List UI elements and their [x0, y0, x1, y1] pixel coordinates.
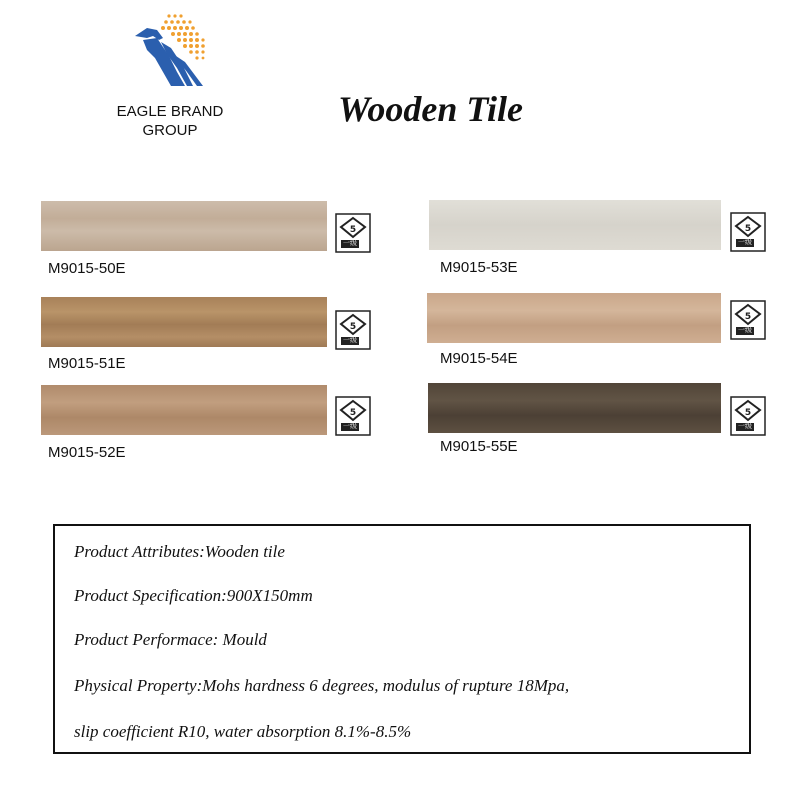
tile-code: M9015-52E: [48, 444, 126, 461]
brand-logo: [105, 10, 235, 140]
svg-text:5: 5: [349, 225, 357, 235]
tile-code: M9015-51E: [48, 355, 126, 372]
brand-name-line2: GROUP: [142, 122, 198, 139]
spec-specification: Product Specification:900X150mm: [74, 586, 313, 605]
svg-text:5: 5: [744, 224, 752, 234]
spec-physical-1: Physical Property:Mohs hardness 6 degrees, modulus of rupture 18Mpa,: [74, 676, 570, 695]
svg-text:5: 5: [744, 408, 752, 418]
tile-code: M9015-53E: [440, 259, 518, 276]
spec-physical-2: slip coefficient R10, water absorption 8.1%-8.5%: [74, 722, 412, 741]
spec-box: [53, 524, 751, 754]
grade-badge: [730, 212, 766, 252]
spec-performance: Product Performace: Mould: [74, 630, 267, 649]
tile-image: [41, 385, 327, 435]
grade-badge: [730, 396, 766, 436]
grade-badge-label: 一级: [738, 239, 752, 246]
grade-badge-label: 一级: [738, 423, 752, 430]
tile-code: M9015-55E: [440, 438, 518, 455]
tile-image: [429, 200, 721, 250]
spec-attributes: Product Attributes:Wooden tile: [74, 542, 285, 561]
svg-text:5: 5: [349, 408, 357, 418]
eagle-logo-icon: [133, 10, 213, 90]
tile-image: [428, 383, 721, 433]
tile-code: M9015-50E: [48, 260, 126, 277]
grade-badge-label: 一级: [738, 327, 752, 334]
svg-text:5: 5: [349, 322, 357, 332]
grade-badge-label: 一级: [343, 337, 357, 344]
grade-badge: [335, 396, 371, 436]
brand-name: [105, 102, 235, 140]
grade-badge-label: 一级: [343, 423, 357, 430]
grade-badge: [335, 213, 371, 253]
page-title: Wooden Tile: [338, 89, 523, 129]
tile-image: [41, 201, 327, 251]
tile-image: [41, 297, 327, 347]
grade-badge-label: 一级: [343, 240, 357, 247]
grade-badge: [335, 310, 371, 350]
grade-badge: [730, 300, 766, 340]
tile-image: [427, 293, 721, 343]
tile-code: M9015-54E: [440, 350, 518, 367]
brand-name-line1: EAGLE BRAND: [116, 103, 224, 120]
svg-text:5: 5: [744, 312, 752, 322]
